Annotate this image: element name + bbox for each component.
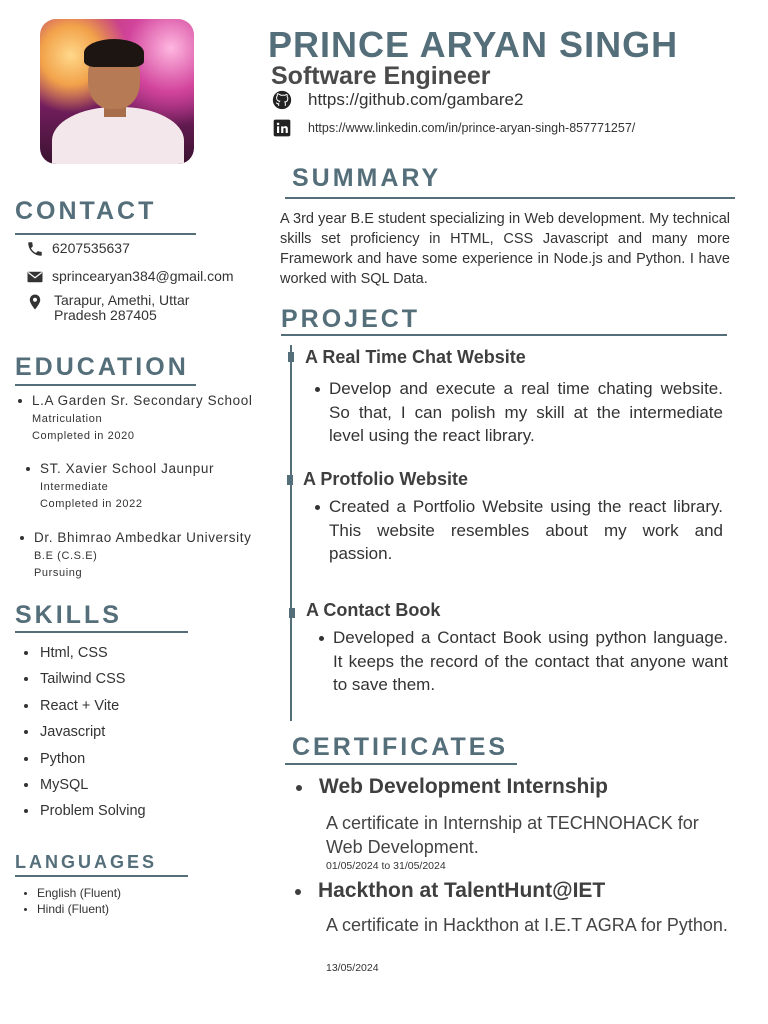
skill-item: Problem Solving	[24, 803, 146, 819]
education-school: Dr. Bhimrao Ambedkar University	[20, 530, 251, 545]
address-line-2: Pradesh 287405	[54, 307, 157, 323]
contact-heading: CONTACT	[15, 197, 157, 225]
timeline-marker	[289, 608, 295, 618]
contact-phone	[26, 240, 130, 258]
timeline-marker	[288, 352, 294, 362]
linkedin-link[interactable]	[272, 118, 635, 138]
certificate-description: A certificate in Internship at TECHNOHACK for Web Development.	[326, 813, 699, 857]
summary-divider	[285, 197, 735, 199]
education-status: Completed in 2022	[40, 498, 143, 510]
job-title: Software Engineer	[271, 62, 491, 90]
education-school: ST. Xavier School Jaunpur	[26, 461, 214, 476]
skill-item: Javascript	[24, 724, 105, 740]
phone-number: 6207535637	[52, 240, 130, 256]
summary-text: A 3rd year B.E student specializing in Web development. My technical skills set proficiency in HTML, CSS Javascript and many more Framework and have some experience in Node.js and Python. I have worked with SQL Data.	[280, 211, 730, 287]
project-title: A Contact Book	[306, 600, 441, 620]
linkedin-url: https://www.linkedin.com/in/prince-aryan-singh-857771257/	[308, 121, 636, 135]
github-url: https://github.com/gambare2	[308, 90, 524, 109]
certificate-title: Hackthon at TalentHunt@IET	[318, 879, 605, 903]
certificate-title: Web Development Internship	[319, 775, 608, 799]
language-item: English (Fluent)	[24, 886, 121, 900]
skill-item: Tailwind CSS	[24, 671, 125, 687]
candidate-name: PRINCE ARYAN SINGH	[268, 24, 679, 65]
language-item: Hindi (Fluent)	[24, 902, 109, 916]
certificates-heading: CERTIFICATES	[292, 733, 509, 761]
skill-item: MySQL	[24, 777, 88, 793]
email-address: sprincearyan384@gmail.com	[52, 268, 234, 284]
education-status: Pursuing	[34, 567, 83, 579]
project-description: Develop and execute a real time chating website. So that, I can polish my skill at the intermediate level using the react library.	[329, 377, 723, 448]
project-heading: PROJECT	[281, 305, 421, 333]
education-level: Matriculation	[32, 413, 103, 425]
education-level: Intermediate	[40, 481, 109, 493]
certificate-date: 13/05/2024	[326, 962, 379, 974]
education-level: B.E (C.S.E)	[34, 550, 98, 562]
project-timeline	[290, 345, 292, 721]
languages-divider	[15, 875, 188, 877]
project-description: Created a Portfolio Website using the react library. This website resembles about my work and passion.	[329, 495, 723, 566]
project-title: A Protfolio Website	[303, 469, 469, 489]
timeline-marker	[287, 475, 293, 485]
phone-icon	[26, 240, 44, 258]
linkedin-icon	[272, 118, 292, 138]
github-icon	[272, 90, 292, 110]
github-link[interactable]	[272, 90, 523, 110]
contact-email	[26, 268, 234, 286]
languages-heading: LANGUAGES	[15, 852, 158, 872]
project-divider	[281, 334, 727, 336]
summary-heading: SUMMARY	[292, 164, 442, 192]
location-pin-icon	[26, 293, 44, 311]
skill-item: Python	[24, 751, 85, 767]
certificate-date: 01/05/2024 to 31/05/2024	[326, 860, 446, 872]
education-status: Completed in 2020	[32, 430, 135, 442]
skills-divider	[15, 631, 188, 633]
skill-item: React + Vite	[24, 698, 119, 714]
project-description: Developed a Contact Book using python language. It keeps the record of the contact that anyone want to save them.	[333, 626, 728, 697]
education-school: L.A Garden Sr. Secondary School	[18, 393, 252, 408]
profile-photo	[40, 19, 194, 164]
project-title: A Real Time Chat Website	[305, 347, 526, 367]
certificates-divider	[285, 763, 517, 765]
contact-divider	[15, 233, 196, 235]
skills-heading: SKILLS	[15, 601, 122, 629]
contact-address	[26, 293, 189, 323]
certificate-description: A certificate in Hackthon at I.E.T AGRA for Python.	[326, 915, 728, 935]
education-divider	[15, 384, 196, 386]
address-line-1: Tarapur, Amethi, Uttar	[54, 292, 190, 308]
email-icon	[26, 268, 44, 286]
skill-item: Html, CSS	[24, 645, 108, 661]
education-heading: EDUCATION	[15, 353, 189, 381]
